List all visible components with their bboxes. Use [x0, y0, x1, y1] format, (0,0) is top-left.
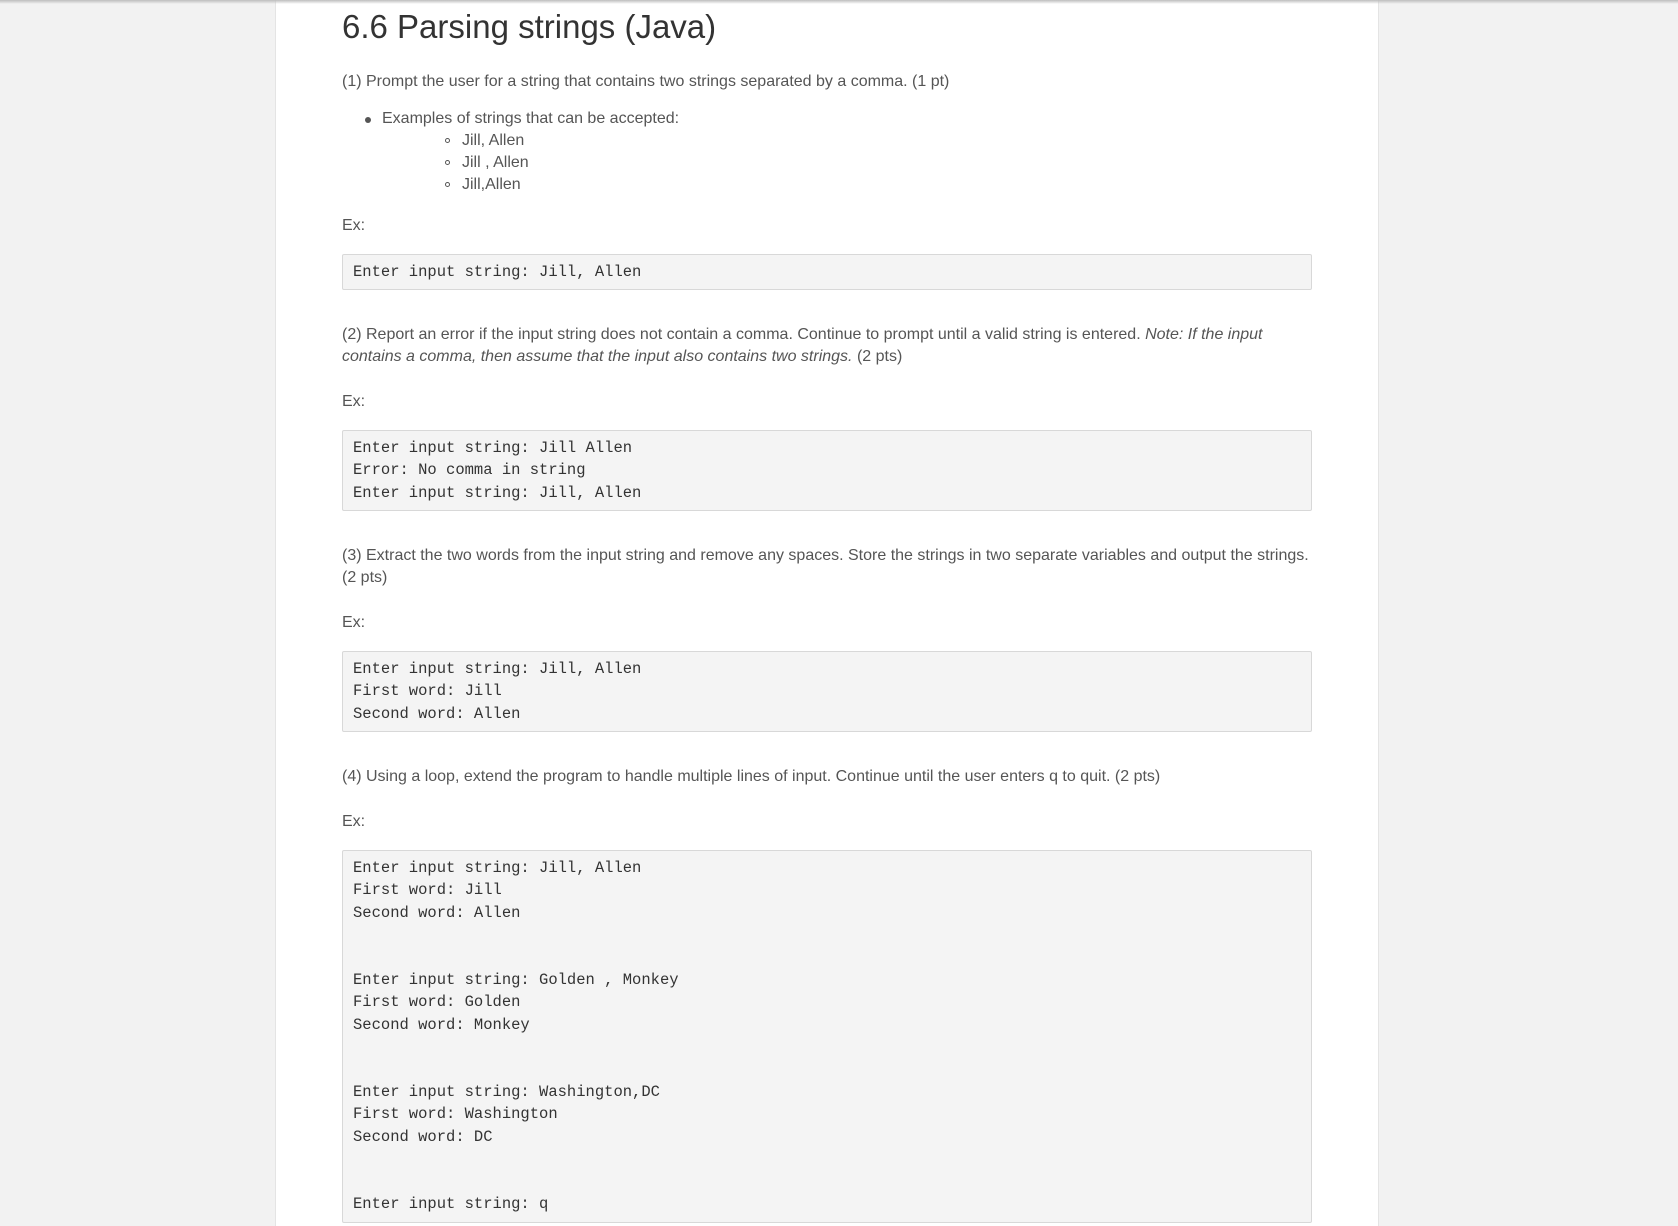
part4-text: (4) Using a loop, extend the program to handle multiple lines of input. Continue until the user enters q to quit. (2 pts) — [342, 768, 1161, 785]
part3-code-block: Enter input string: Jill, Allen First word: Jill Second word: Allen — [342, 651, 1312, 732]
part4-ex-label: Ex: — [342, 813, 366, 830]
example-item: Jill, Allen — [382, 130, 679, 152]
examples-bullet — [342, 108, 679, 196]
part2-text-tail: (2 pts) — [852, 348, 903, 365]
content-panel — [275, 0, 1379, 1226]
example-item: Jill , Allen — [382, 152, 679, 174]
page-title: 6.6 Parsing strings (Java) — [342, 8, 717, 45]
part1-code-block: Enter input string: Jill, Allen — [342, 254, 1312, 290]
part2-code-block: Enter input string: Jill Allen Error: No comma in string Enter input string: Jill, Allen — [342, 430, 1312, 511]
part1-ex-label: Ex: — [342, 217, 366, 234]
part1-text: (1) Prompt the user for a string that contains two strings separated by a comma. (1 pt) — [342, 73, 950, 90]
examples-bullet-label: Examples of strings that can be accepted: — [382, 110, 680, 127]
part3-ex-label: Ex: — [342, 614, 366, 631]
part3-text: (3) Extract the two words from the input string and remove any spaces. Store the strings in two separate variables and output the strings. (2 pts) — [342, 547, 1309, 586]
part4-code-block: Enter input string: Jill, Allen First word: Jill Second word: Allen Enter input string: Golden , Monkey First word: Golden Second word: Monkey Enter input string: Washington,DC First word: Washington Second word: DC Enter input string: q — [342, 850, 1312, 1223]
top-shadow — [0, 0, 1678, 4]
part2-ex-label: Ex: — [342, 393, 366, 410]
example-item: Jill,Allen — [382, 174, 679, 196]
examples-list — [342, 108, 679, 196]
part2-note: Note: If the input contains a comma, then assume that the input also contains two strings. — [342, 326, 1263, 365]
examples-sublist — [382, 130, 679, 196]
part2-text — [342, 324, 1312, 368]
part2-text-main: (2) Report an error if the input string does not contain a comma. Continue to prompt until a valid string is entered. — [342, 326, 1146, 343]
